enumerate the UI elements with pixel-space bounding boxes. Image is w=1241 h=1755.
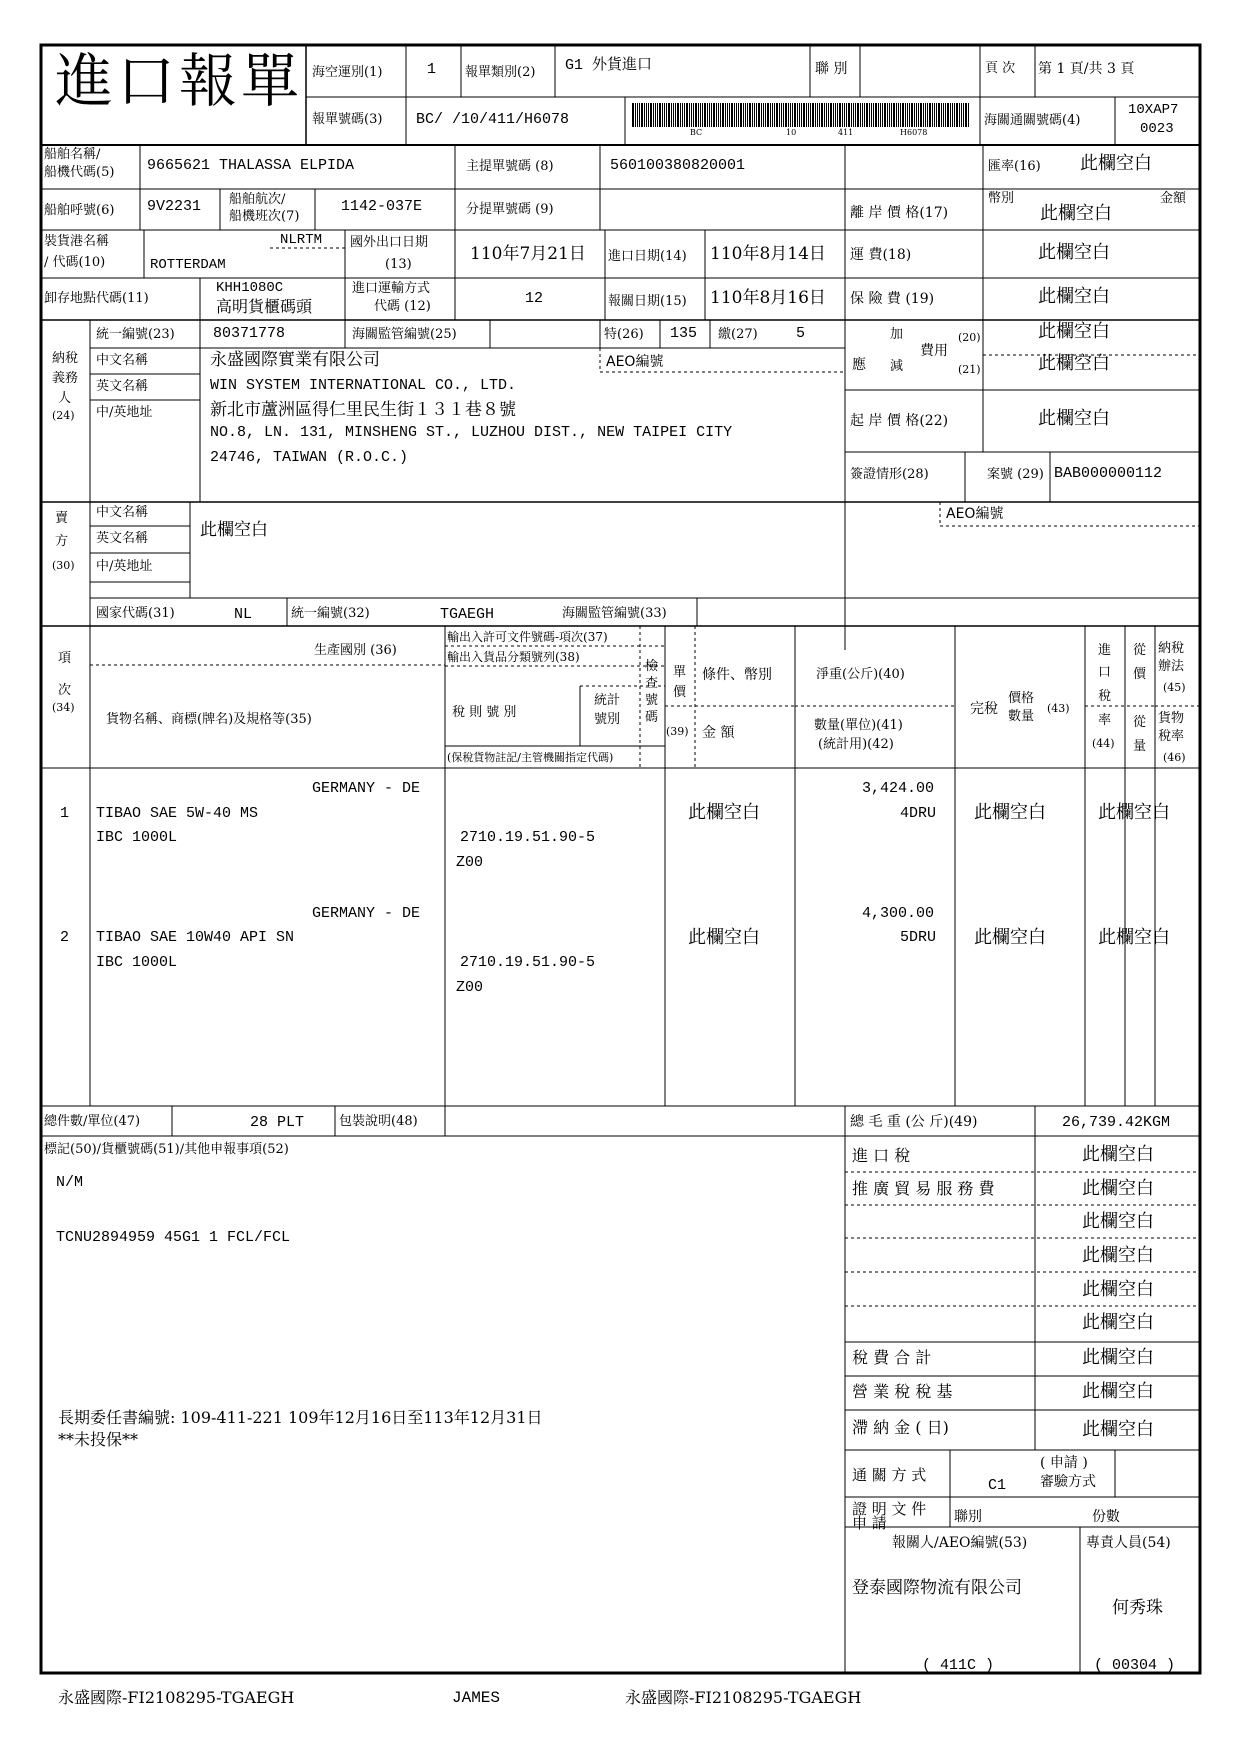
importer-side-label-4: (24) bbox=[52, 409, 75, 422]
importer-side-label-1: 納稅 bbox=[52, 351, 79, 366]
fob-label: 離 岸 價 格(17) bbox=[850, 205, 949, 221]
item-bonded: Z00 bbox=[456, 979, 484, 996]
goods-tax-header-3: (46) bbox=[1163, 751, 1186, 764]
decl-date-value: 110年8月16日 bbox=[710, 288, 826, 308]
vessel-label-2: 船機代碼(5) bbox=[44, 165, 115, 180]
sub-num: (21) bbox=[958, 363, 981, 376]
importer-ubn-value: 80371778 bbox=[213, 325, 286, 342]
clearance-method-value: C1 bbox=[988, 1477, 1007, 1494]
item-no-header-3: (34) bbox=[52, 701, 75, 714]
importer-addr-en-2: 24746, TAIWAN (R.O.C.) bbox=[210, 449, 409, 466]
item-quantity: 5DRU bbox=[900, 929, 937, 946]
importer-side-label-3: 人 bbox=[58, 391, 72, 406]
customs-code-label: 海關通關號碼(4) bbox=[984, 113, 1081, 128]
tax-label-vat-base: 營 業 稅 稅 基 bbox=[852, 1382, 953, 1401]
transport-label: 海空運別(1) bbox=[312, 65, 383, 80]
broker-label: 報關人/AEO編號(53) bbox=[892, 1535, 1028, 1551]
tax-value-5: 此欄空白 bbox=[1082, 1279, 1154, 1300]
from-qty-header-2: 量 bbox=[1133, 739, 1147, 754]
sub-value: 此欄空白 bbox=[1038, 353, 1110, 374]
from-qty-header-1: 從 bbox=[1133, 715, 1147, 730]
check-header-4: 碼 bbox=[645, 710, 659, 725]
seller-value: 此欄空白 bbox=[200, 520, 268, 540]
importer-addr-en-1: NO.8, LN. 131, MINSHENG ST., LUZHOU DIST., NEW TAIPEI CITY bbox=[210, 424, 733, 441]
transport-mode-label-1: 進口運輸方式 bbox=[352, 281, 431, 296]
desc-header: 貨物名稱、商標(牌名)及規格等(35) bbox=[106, 712, 312, 727]
clearance-method-label: 通 關 方 式 bbox=[852, 1466, 927, 1484]
seller-addr-label: 中/英地址 bbox=[96, 559, 153, 574]
method-header-2: 辦法 bbox=[1158, 659, 1185, 674]
tariff-header: 稅 則 號 別 bbox=[452, 705, 517, 720]
port-name: ROTTERDAM bbox=[150, 257, 226, 273]
tax-value-3: 此欄空白 bbox=[1082, 1211, 1154, 1232]
hbl-label: 分提單號碼 (9) bbox=[466, 202, 554, 217]
rate-header-5: (44) bbox=[1092, 737, 1115, 750]
case-label: 案號 (29) bbox=[987, 467, 1044, 482]
seller-ubn-label: 統一編號(32) bbox=[291, 606, 370, 621]
item-net-weight: 3,424.00 bbox=[862, 780, 935, 797]
insurance-value: 此欄空白 bbox=[1038, 286, 1110, 307]
customs-code-value-1: 10XAP7 bbox=[1128, 102, 1179, 118]
case-value: BAB000000112 bbox=[1054, 465, 1163, 482]
rate-label: 匯率(16) bbox=[988, 159, 1041, 174]
check-header-2: 查 bbox=[645, 676, 659, 691]
importer-ubn-label: 統一編號(23) bbox=[96, 327, 175, 342]
decl-no-label: 報單號碼(3) bbox=[312, 112, 383, 127]
tax-label-import: 進 口 稅 bbox=[852, 1146, 911, 1165]
item-amount: 此欄空白 bbox=[688, 927, 760, 948]
storage-name: 高明貨櫃碼頭 bbox=[216, 297, 313, 316]
item-no-header-2: 次 bbox=[58, 683, 72, 698]
page-value: 第 1 頁/共 3 頁 bbox=[1038, 61, 1135, 77]
voyage-label-2: 船機班次(7) bbox=[229, 209, 300, 224]
tax-value-vat-base: 此欄空白 bbox=[1082, 1381, 1154, 1402]
staff-value: 何秀珠 bbox=[1112, 1598, 1163, 1618]
customs-code-value-2: 0023 bbox=[1140, 121, 1174, 137]
fee-label: 費用 bbox=[920, 343, 948, 359]
rate-header-1: 進 bbox=[1098, 643, 1112, 658]
storage-code: KHH1080C bbox=[216, 280, 284, 296]
tax-value-late-fee: 此欄空白 bbox=[1082, 1419, 1154, 1440]
item-tariff: 2710.19.51.90-5 bbox=[460, 829, 596, 846]
freight-value: 此欄空白 bbox=[1038, 242, 1110, 263]
importer-side-label-2: 義務 bbox=[52, 371, 79, 386]
mbl-label: 主提單號碼 (8) bbox=[466, 159, 554, 174]
seller-side-label-2: 方 bbox=[55, 534, 69, 549]
pay-value: 5 bbox=[796, 325, 806, 342]
insurance-label: 保 險 費 (19) bbox=[850, 291, 935, 307]
barcode-caption-1: BC bbox=[690, 128, 703, 137]
form-title: 進口報單 bbox=[55, 47, 304, 115]
importer-cn-name-label: 中文名稱 bbox=[96, 353, 149, 368]
staff-label: 專責人員(54) bbox=[1086, 1535, 1171, 1551]
from-value-header-2: 價 bbox=[1133, 667, 1147, 682]
amount-header: 金 額 bbox=[702, 725, 735, 741]
transport-mode-value: 12 bbox=[525, 290, 544, 307]
rate-header-3: 稅 bbox=[1098, 689, 1112, 704]
mandate-text: 長期委任書編號: 109-411-221 109年12月16日至113年12月31日 bbox=[58, 1408, 543, 1427]
gross-label: 總 毛 重 (公 斤)(49) bbox=[850, 1114, 978, 1130]
cif-label: 起 岸 價 格(22) bbox=[850, 413, 949, 429]
seller-en-name-label: 英文名稱 bbox=[96, 531, 149, 546]
unit-price-header-2: 價 bbox=[673, 685, 687, 700]
seller-cn-name-label: 中文名稱 bbox=[96, 505, 149, 520]
packages-value: 28 PLT bbox=[250, 1114, 305, 1131]
permit-header: 輸出入許可文件號碼-項次(37) bbox=[447, 630, 608, 644]
item-desc-2: IBC 1000L bbox=[96, 829, 178, 846]
seller-ubn-value: TGAEGH bbox=[440, 606, 495, 623]
item-amount: 此欄空白 bbox=[688, 802, 760, 823]
packages-label: 總件數/單位(47) bbox=[44, 1114, 141, 1129]
importer-aeo-label: AEO編號 bbox=[606, 354, 664, 370]
add-num: (20) bbox=[958, 331, 981, 344]
tax-value-4: 此欄空白 bbox=[1082, 1245, 1154, 1266]
add-label: 加 bbox=[890, 327, 904, 342]
footer-middle: JAMES bbox=[452, 1689, 501, 1707]
seller-supervise-label: 海關監管編號(33) bbox=[562, 606, 667, 621]
visa-label: 簽證情形(28) bbox=[850, 467, 929, 482]
seller-side-label-3: (30) bbox=[52, 559, 75, 572]
item-rate: 此欄空白 bbox=[1098, 927, 1170, 948]
page-label: 頁 次 bbox=[985, 61, 1016, 76]
rate-header-4: 率 bbox=[1098, 713, 1112, 728]
goods-tax-header-2: 稅率 bbox=[1158, 729, 1185, 744]
transport-mode-label-2: 代碼 (12) bbox=[374, 299, 431, 314]
import-date-value: 110年8月14日 bbox=[710, 244, 826, 264]
item-desc-2: IBC 1000L bbox=[96, 954, 178, 971]
barcode-caption-3: 411 bbox=[838, 128, 854, 137]
marks-line-2: TCNU2894959 45G1 1 FCL/FCL bbox=[56, 1229, 291, 1246]
currency-label: 幣別 bbox=[988, 191, 1015, 206]
decl-date-label: 報關日期(15) bbox=[608, 294, 687, 309]
item-origin: GERMANY - DE bbox=[312, 780, 421, 797]
transport-value: 1 bbox=[427, 61, 437, 78]
tax-value-6: 此欄空白 bbox=[1082, 1312, 1154, 1333]
importer-supervise-label: 海關監管編號(25) bbox=[352, 327, 457, 342]
fob-value: 此欄空白 bbox=[1040, 203, 1112, 224]
decl-type-value: G1 外貨進口 bbox=[565, 57, 653, 74]
unit-price-header-3: (39) bbox=[666, 725, 689, 738]
barcode-caption-2: 10 bbox=[786, 128, 797, 137]
quantity-header-1: 數量(單位)(41) bbox=[814, 718, 903, 733]
amount-label: 金額 bbox=[1160, 191, 1187, 206]
method-header-3: (45) bbox=[1163, 681, 1186, 694]
barcode bbox=[632, 103, 969, 127]
rate-value: 此欄空白 bbox=[1080, 153, 1152, 174]
cert-label-2: 申 請 bbox=[852, 1514, 887, 1532]
price-header-1: 價格 bbox=[1008, 691, 1035, 706]
insurance-note: **未投保** bbox=[58, 1430, 139, 1449]
net-weight-header: 淨重(公斤)(40) bbox=[816, 667, 905, 682]
origin-header: 生產國別 (36) bbox=[314, 643, 397, 658]
item-bonded: Z00 bbox=[456, 854, 484, 871]
special-value: 135 bbox=[670, 325, 698, 342]
item-desc-1: TIBAO SAE 5W-40 MS bbox=[96, 805, 259, 822]
item-no: 1 bbox=[60, 805, 70, 822]
export-date-label-2: (13) bbox=[385, 257, 412, 272]
marks-line-1: N/M bbox=[56, 1174, 84, 1191]
barcode-caption-4: H6078 bbox=[900, 128, 928, 137]
terms-header: 條件、幣別 bbox=[702, 667, 772, 683]
storage-label: 卸存地點代碼(11) bbox=[44, 291, 149, 306]
importer-cn-name-value: 永盛國際實業有限公司 bbox=[210, 350, 380, 370]
gross-value: 26,739.42KGM bbox=[1062, 1114, 1171, 1131]
item-tariff: 2710.19.51.90-5 bbox=[460, 954, 596, 971]
tax-value-total: 此欄空白 bbox=[1082, 1347, 1154, 1368]
item-net-weight: 4,300.00 bbox=[862, 905, 935, 922]
packing-label: 包裝說明(48) bbox=[339, 1114, 418, 1129]
seller-aeo-label: AEO編號 bbox=[946, 506, 1004, 522]
voyage-label-1: 船舶航次/ bbox=[229, 192, 286, 207]
importer-addr-label: 中/英地址 bbox=[96, 405, 153, 420]
duty-paid-header-1: 完稅 bbox=[970, 701, 998, 717]
item-origin: GERMANY - DE bbox=[312, 905, 421, 922]
importer-addr-cn: 新北市蘆洲區得仁里民生街１３１巷８號 bbox=[210, 400, 516, 420]
footer-left: 永盛國際-FI2108295-TGAEGH bbox=[58, 1688, 295, 1707]
adj-label-main: 應 bbox=[852, 357, 866, 373]
mbl-value: 560100380820001 bbox=[610, 157, 746, 174]
bonded-header: (保稅貨物註記/主管機關指定代碼) bbox=[447, 751, 614, 764]
seller-country-label: 國家代碼(31) bbox=[96, 606, 175, 621]
special-label: 特(26) bbox=[604, 327, 644, 342]
tax-label-trade-fee: 推 廣 貿 易 服 務 費 bbox=[852, 1179, 995, 1198]
goods-tax-header-1: 貨物 bbox=[1158, 711, 1185, 726]
callsign-label: 船舶呼號(6) bbox=[44, 203, 115, 218]
broker-value: 登泰國際物流有限公司 bbox=[852, 1578, 1022, 1598]
tax-label-total: 稅 費 合 計 bbox=[852, 1348, 932, 1367]
footer-right: 永盛國際-FI2108295-TGAEGH bbox=[625, 1688, 862, 1707]
tax-value-trade-fee: 此欄空白 bbox=[1082, 1178, 1154, 1199]
tax-label-late-fee: 滯 納 金 ( 日) bbox=[852, 1418, 949, 1437]
port-label-2: / 代碼(10) bbox=[44, 255, 106, 270]
export-date-label-1: 國外出口日期 bbox=[350, 235, 429, 250]
cif-value: 此欄空白 bbox=[1038, 408, 1110, 429]
method-header-1: 納稅 bbox=[1158, 641, 1185, 656]
item-quantity: 4DRU bbox=[900, 805, 937, 822]
item-duty-value: 此欄空白 bbox=[974, 802, 1046, 823]
apply-label-1: ( 申請 ) bbox=[1040, 1455, 1088, 1471]
stat-header-2: 號別 bbox=[594, 712, 621, 727]
rate-header-2: 口 bbox=[1098, 665, 1112, 680]
class-header: 輸出入貨品分類號列(38) bbox=[447, 650, 580, 664]
vessel-value: 9665621 THALASSA ELPIDA bbox=[147, 157, 355, 174]
callsign-value: 9V2231 bbox=[147, 198, 202, 215]
apply-label-2: 審驗方式 bbox=[1040, 1474, 1096, 1490]
add-value: 此欄空白 bbox=[1038, 321, 1110, 342]
voyage-value: 1142-037E bbox=[341, 198, 423, 215]
item-rate: 此欄空白 bbox=[1098, 802, 1170, 823]
staff-code: ( 00304 ) bbox=[1094, 1657, 1176, 1674]
decl-type-label: 報單類別(2) bbox=[465, 65, 536, 80]
cert-qty-label: 份數 bbox=[1092, 1509, 1120, 1525]
cert-copy-label: 聯別 bbox=[954, 1509, 982, 1525]
item-desc-1: TIBAO SAE 10W40 API SN bbox=[96, 929, 295, 946]
port-label-1: 裝貨港名稱 bbox=[44, 234, 110, 249]
importer-en-name-label: 英文名稱 bbox=[96, 379, 149, 394]
copy-label: 聯 別 bbox=[815, 61, 848, 77]
decl-no-value: BC/ /10/411/H6078 bbox=[416, 111, 570, 128]
export-date-value: 110年7月21日 bbox=[470, 244, 586, 264]
check-header-1: 檢 bbox=[645, 659, 659, 674]
freight-label: 運 費(18) bbox=[850, 247, 912, 263]
sub-label: 減 bbox=[890, 359, 904, 374]
seller-side-label-1: 賣 bbox=[55, 511, 69, 526]
check-header-3: 號 bbox=[645, 693, 659, 708]
item-no-header-1: 項 bbox=[58, 651, 72, 666]
tax-value-import: 此欄空白 bbox=[1082, 1144, 1154, 1165]
stat-header-1: 統計 bbox=[594, 693, 621, 708]
marks-label: 標記(50)/貨櫃號碼(51)/其他申報事項(52) bbox=[44, 1142, 289, 1157]
quantity-header-2: (統計用)(42) bbox=[818, 737, 894, 752]
broker-code: ( 411C ) bbox=[922, 1657, 995, 1674]
vessel-label-1: 船舶名稱/ bbox=[44, 147, 101, 162]
from-value-header-1: 從 bbox=[1133, 643, 1147, 658]
price-header-2: 數量 bbox=[1008, 709, 1035, 724]
cert-label-1: 證 明 文 件 bbox=[852, 1500, 927, 1518]
seller-country-value: NL bbox=[234, 606, 253, 623]
item-no: 2 bbox=[60, 929, 70, 946]
duty-num-header: (43) bbox=[1047, 702, 1070, 715]
import-date-label: 進口日期(14) bbox=[608, 249, 687, 264]
unit-price-header-1: 單 bbox=[673, 665, 687, 680]
port-code: NLRTM bbox=[280, 232, 323, 248]
pay-label: 繳(27) bbox=[718, 327, 758, 342]
importer-en-name-value: WIN SYSTEM INTERNATIONAL CO., LTD. bbox=[210, 377, 517, 394]
item-duty-value: 此欄空白 bbox=[974, 927, 1046, 948]
